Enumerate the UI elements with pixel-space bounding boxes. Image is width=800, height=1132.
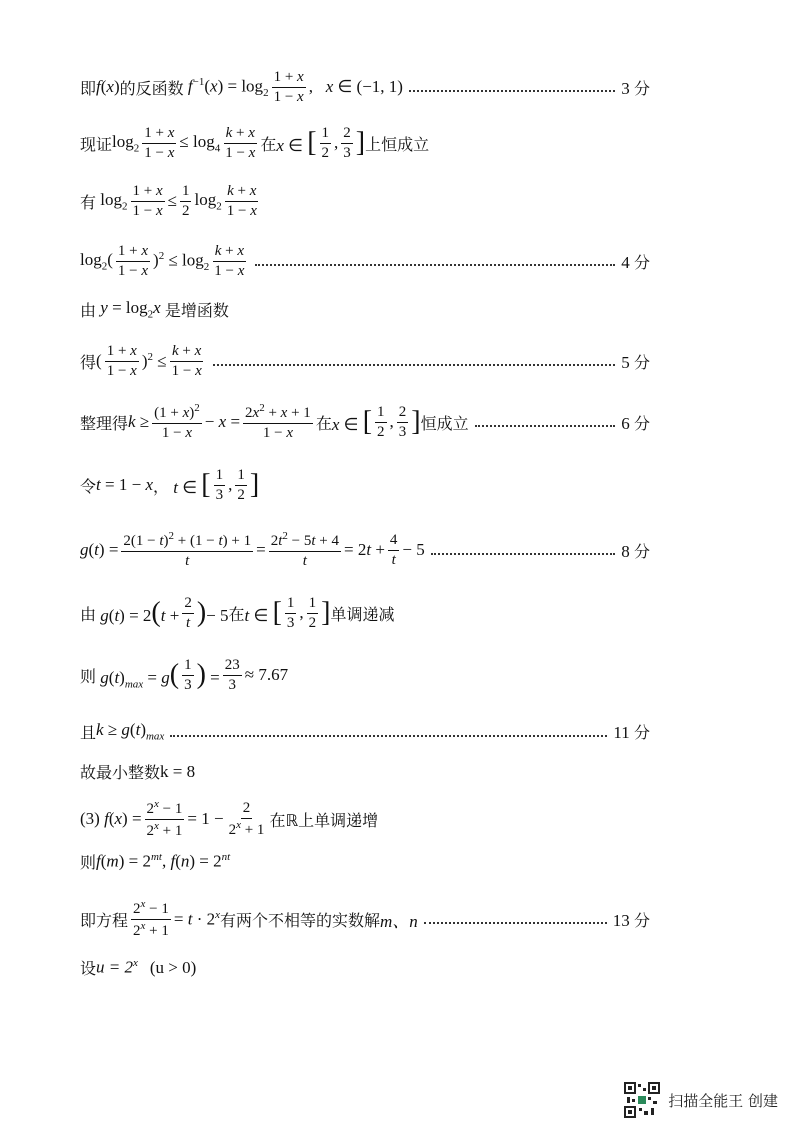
fraction: $\frac{1 + x}{1 - x}$: [132, 183, 163, 219]
fraction: $\frac{23}{3}$: [224, 657, 240, 693]
qr-code-icon: [624, 1082, 660, 1118]
text: 上恒成立: [365, 134, 430, 154]
line-rearrange: 整理得 k ≥ $\frac{(1 + x)^2}{1 - x}$ − x = $\frac{2x^2 + x + 1}{1 - x}$ 在 x ∈ [ $\frac{1}{2}$ , $\frac{2}{3}$ ] 恒成立 6 分: [80, 402, 650, 441]
fraction: $\frac{2x^2 + x + 1}{1 - x}$: [245, 402, 311, 441]
text: 由: [80, 301, 97, 320]
text: 设: [80, 959, 97, 978]
line-obtain: 得 ( $\frac{1 + x}{1 - x}$ )$^2$ ≤ $\frac{k + x}{1 - x}$ 5 分: [80, 343, 650, 379]
math: x ∈ [: [276, 127, 317, 159]
math: , x ∈ (−1, 1): [308, 77, 403, 97]
leader-dots: [475, 425, 616, 427]
line-part3: (3) f(x) = $\frac{2^x - 1}{2^x + 1}$ = 1 − $\frac{2}{2^x + 1}$ 在ℝ上单调递增: [80, 798, 379, 839]
fraction: $\frac{1}{2}$: [181, 183, 190, 219]
line-inverse-function: [80, 68, 650, 107]
text: (3): [80, 809, 100, 829]
math: $\log_2$: [96, 190, 128, 213]
math: $f^{-1}(x) = \log_2$: [187, 75, 269, 99]
fraction: $\frac{k + x}{1 - x}$: [214, 243, 245, 279]
fraction: $\frac{1 + x}{1 - x}$: [106, 343, 137, 379]
text: 恒成立: [420, 413, 469, 433]
text: 的反函数: [119, 78, 184, 98]
text: 得: [80, 352, 97, 372]
score: 6 分: [621, 413, 650, 433]
fraction: $\frac{1}{3}$: [215, 467, 224, 503]
text: ，: [152, 476, 169, 496]
line-set-u: [80, 956, 650, 979]
score: 5 分: [621, 352, 650, 372]
math: $u = 2^x$: [96, 957, 138, 977]
text: 在ℝ上单调递增: [269, 810, 379, 830]
fraction: $\frac{4}{t}$: [389, 532, 398, 568]
fraction: $\frac{2}{t}$: [184, 595, 192, 631]
fraction: $\frac{1}{2}$: [308, 595, 317, 631]
math: ≤ $\log_4$: [179, 132, 221, 155]
leader-dots: [255, 264, 615, 266]
fraction: $\frac{1 + x}{1 - x}$: [144, 125, 175, 161]
watermark-text: 扫描全能王 创建: [668, 1091, 778, 1110]
fraction: $\frac{2^x - 1}{2^x + 1}$: [133, 898, 169, 939]
score: 8 分: [621, 541, 650, 561]
math: f(x): [96, 77, 120, 97]
text: 有: [80, 192, 97, 212]
score: 13 分: [612, 910, 650, 930]
leader-dots: [170, 735, 607, 737]
fraction: $\frac{1}{2}$: [377, 404, 385, 440]
fraction: $\frac{1}{2}$: [237, 467, 245, 503]
fraction: $\frac{1}{3}$: [184, 657, 192, 693]
fraction: $\frac{2(1 - t)^2 + (1 - t) + 1}{t}$: [123, 530, 252, 569]
fraction: $\frac{(1 + x)^2}{1 - x}$: [154, 402, 200, 441]
leader-dots: [213, 364, 616, 366]
fraction: $\frac{2^x - 1}{2^x + 1}$: [146, 798, 183, 839]
line-g-of-t: g(t) = $\frac{2(1 - t)^2 + (1 - t) + 1}{t}$ = $\frac{2t^2 - 5t + 4}{t}$ = 2t + $\frac{4}{t}$ − 5 8 分: [80, 530, 650, 569]
line-monotone: 由 g(t) = 2(t + $\frac{2}{t}$ )− 5 在 t ∈ [ $\frac{1}{3}$ , $\frac{1}{2}$ ] 单调递减: [80, 595, 395, 631]
math: (u > 0): [149, 957, 197, 977]
math: k = 8: [160, 761, 196, 781]
line-log-squared: $\log_2$( $\frac{1 + x}{1 - x}$ )$^2 \le \log_2$ $\frac{k + x}{1 - x}$ 4 分: [80, 243, 650, 279]
fraction: $\frac{1}{3}$: [286, 595, 295, 631]
line-let-t: 令 t = 1 − x ， t ∈ [ $\frac{1}{3}$ , $\frac{1}{2}$ ]: [80, 467, 260, 503]
line-min-k: [80, 760, 650, 783]
text: 在: [260, 134, 277, 154]
line-have: 有 $\log_2$ $\frac{1 + x}{1 - x}$ ≤ $\frac{1}{2}$ $\log_2$ $\frac{k + x}{1 - x}$: [80, 183, 257, 219]
text: 在: [228, 604, 245, 624]
leader-dots: [409, 90, 615, 92]
text: 整理得: [80, 413, 129, 433]
text: 现证: [80, 134, 113, 154]
line-k-bound: 且 $k \ge g(t)_{max}$ 11 分: [80, 720, 650, 743]
text: 是增函数: [164, 301, 229, 320]
text: 由: [80, 604, 97, 624]
text: 在: [315, 413, 332, 433]
line-gmax: 则 $g(t)_{max} = g$( $\frac{1}{3}$ ) = $\frac{23}{3}$ ≈ 7.67: [80, 657, 289, 693]
text: 则: [80, 666, 97, 686]
text: 单调递减: [330, 604, 395, 624]
leader-dots: [424, 922, 607, 924]
fraction: $\frac{2}{3}$: [398, 404, 407, 440]
fraction: $\frac{k + x}{1 - x}$: [225, 125, 256, 161]
fraction: $\frac{1}{2}$: [321, 125, 330, 161]
line-equation: 即方程 $\frac{2^x - 1}{2^x + 1}$ = $t \cdot 2^x$ 有两个不相等的实数解 m、n 13 分: [80, 898, 650, 939]
fraction: $\frac{1 + x}{1 - x}$: [273, 69, 304, 105]
fraction: $\frac{2}{2^x + 1}$: [228, 800, 265, 838]
text: 且: [80, 723, 97, 742]
watermark: [624, 1082, 778, 1118]
line-f-values: 则 $f(m) = 2^{mt}$, $f(n) = 2^{nt}$: [80, 851, 231, 872]
text: 故最小整数: [80, 763, 161, 782]
line-increasing: [80, 298, 650, 321]
fraction: $\frac{k + x}{1 - x}$: [226, 183, 257, 219]
score: 3 分: [621, 78, 650, 98]
text: 即方程: [80, 910, 129, 930]
fraction: $\frac{1 + x}{1 - x}$: [117, 243, 149, 279]
fraction: $\frac{2t^2 - 5t + 4}{t}$: [270, 530, 339, 569]
text: 令: [80, 476, 97, 496]
text: 有两个不相等的实数解: [220, 910, 381, 930]
math: $\log_2$: [112, 132, 140, 155]
math: $\log_2$(: [80, 250, 113, 273]
fraction: $\frac{k + x}{1 - x}$: [171, 343, 202, 379]
fraction: $\frac{2}{3}$: [343, 125, 351, 161]
text: 即: [80, 78, 97, 98]
score: 4 分: [621, 252, 650, 272]
text: 则: [80, 853, 97, 872]
line-prove: 现证 $\log_2$ $\frac{1 + x}{1 - x}$ ≤ $\log_4$ $\frac{k + x}{1 - x}$ 在 x ∈ [ $\frac{1}{2}$ , $\frac{2}{3}$ ] 上恒成立: [80, 125, 430, 161]
score: 11 分: [613, 723, 650, 742]
math: ≈ 7.67: [244, 665, 289, 685]
math: m、n: [380, 911, 418, 931]
math: $y = \log_2x$: [100, 298, 161, 321]
leader-dots: [431, 553, 615, 555]
